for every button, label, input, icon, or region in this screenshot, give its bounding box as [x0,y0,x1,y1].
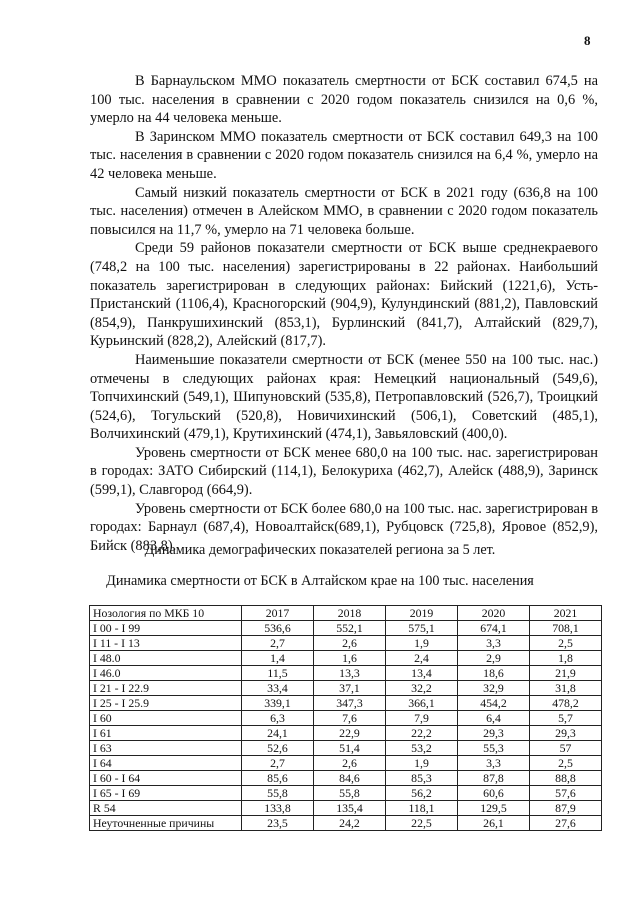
table-row [90,786,602,801]
value-cell: 21,9 [530,666,602,681]
value-cell: 55,8 [242,786,314,801]
value-cell: 84,6 [314,771,386,786]
value-cell: 1,8 [530,651,602,666]
value-cell: 27,6 [530,816,602,831]
section-heading: Динамика демографических показателей региона за 5 лет. [144,542,496,558]
value-cell: 53,2 [386,741,458,756]
value-cell: 1,6 [314,651,386,666]
value-cell: 3,3 [458,756,530,771]
value-cell: 7,9 [386,711,458,726]
value-cell: 32,9 [458,681,530,696]
value-cell: 60,6 [458,786,530,801]
nosology-cell: I 21 - I 22.9 [90,681,242,696]
table-caption: Динамика смертности от БСК в Алтайском крае на 100 тыс. населения [106,573,534,589]
nosology-cell: R 54 [90,801,242,816]
value-cell: 18,6 [458,666,530,681]
table-row [90,771,602,786]
value-cell: 129,5 [458,801,530,816]
value-cell: 23,5 [242,816,314,831]
value-cell: 87,9 [530,801,602,816]
value-cell: 347,3 [314,696,386,711]
table-row [90,636,602,651]
table-header-row [90,606,602,621]
table-row [90,816,602,831]
paragraph-lowest-districts: Наименьшие показатели смертности от БСК (менее 550 на 100 тыс. нас.) отмечены в следующих районах края: Немецкий национальный (549,6), Топчихинский (549,1), Шипуновский (535,8), Петропавловский (526,7), Троицкий (524,6), Тогульский (520,8), Новичихинский (506,1), Советский (485,1), Волчихинский (479,1), Крутихинский (474,1), Завьяловский (400,0). [90,351,598,443]
value-cell: 2,4 [386,651,458,666]
table-row [90,696,602,711]
value-cell: 674,1 [458,621,530,636]
paragraph-aleysk-mmo: Самый низкий показатель смертности от БСК в 2021 году (636,8 на 100 тыс. населения) отмечен в Алейском ММО, в сравнении с 2020 годом показатель повысился на 11,7 %, умерло на 71 человека больше. [90,184,598,238]
table-row [90,726,602,741]
value-cell: 1,9 [386,756,458,771]
table-row [90,666,602,681]
value-cell: 24,2 [314,816,386,831]
nosology-cell: I 60 - I 64 [90,771,242,786]
mortality-table [89,605,602,831]
value-cell: 366,1 [386,696,458,711]
nosology-cell: Неуточненные причины [90,816,242,831]
value-cell: 55,8 [314,786,386,801]
value-cell: 37,1 [314,681,386,696]
value-cell: 51,4 [314,741,386,756]
value-cell: 85,6 [242,771,314,786]
header-cell: 2018 [314,606,386,621]
value-cell: 56,2 [386,786,458,801]
value-cell: 454,2 [458,696,530,711]
value-cell: 33,4 [242,681,314,696]
value-cell: 26,1 [458,816,530,831]
value-cell: 133,8 [242,801,314,816]
paragraph-cities-above: Уровень смертности от БСК более 680,0 на 100 тыс. нас. зарегистрирован в городах: Барнаул (687,4), Новоалтайск(689,1), Рубцовск (725,8), Яровое (852,9), Бийск (883,8). [90,500,598,554]
value-cell: 7,6 [314,711,386,726]
body-text [90,72,598,555]
nosology-cell: I 63 [90,741,242,756]
table-body [90,621,602,831]
value-cell: 1,9 [386,636,458,651]
nosology-cell: I 00 - I 99 [90,621,242,636]
value-cell: 2,9 [458,651,530,666]
value-cell: 31,8 [530,681,602,696]
header-cell: 2019 [386,606,458,621]
table-row [90,621,602,636]
header-cell: 2021 [530,606,602,621]
value-cell: 552,1 [314,621,386,636]
nosology-cell: I 46.0 [90,666,242,681]
value-cell: 29,3 [530,726,602,741]
value-cell: 22,5 [386,816,458,831]
nosology-cell: I 25 - I 25.9 [90,696,242,711]
value-cell: 88,8 [530,771,602,786]
nosology-cell: I 65 - I 69 [90,786,242,801]
value-cell: 52,6 [242,741,314,756]
value-cell: 2,6 [314,636,386,651]
header-cell: Нозология по МКБ 10 [90,606,242,621]
value-cell: 22,9 [314,726,386,741]
value-cell: 11,5 [242,666,314,681]
paragraph-highest-districts: Среди 59 районов показатели смертности от БСК выше среднекраевого (748,2 на 100 тыс. населения) зарегистрированы в 22 районах. Наибольший показатель зарегистрирован в следующих районах: Бийский (1221,6), Усть-Пристанский (1106,4), Красногорский (904,9), Кулундинский (881,2), Павловский (854,9), Панкрушихинский (853,1), Бурлинский (841,7), Алтайский (829,7), Курьинский (828,2), Алейский (817,7). [90,240,598,350]
value-cell: 2,6 [314,756,386,771]
value-cell: 13,4 [386,666,458,681]
nosology-cell: I 11 - I 13 [90,636,242,651]
value-cell: 29,3 [458,726,530,741]
value-cell: 57 [530,741,602,756]
value-cell: 32,2 [386,681,458,696]
value-cell: 57,6 [530,786,602,801]
value-cell: 87,8 [458,771,530,786]
value-cell: 708,1 [530,621,602,636]
nosology-cell: I 61 [90,726,242,741]
value-cell: 6,4 [458,711,530,726]
value-cell: 135,4 [314,801,386,816]
nosology-cell: I 60 [90,711,242,726]
value-cell: 13,3 [314,666,386,681]
value-cell: 5,7 [530,711,602,726]
value-cell: 339,1 [242,696,314,711]
paragraph-cities-below: Уровень смертности от БСК менее 680,0 на 100 тыс. нас. зарегистрирован в городах: ЗАТО Сибирский (114,1), Белокуриха (462,7), Алейск (488,9), Заринск (599,1), Славгород (664,9). [90,444,598,499]
value-cell: 24,1 [242,726,314,741]
page-number: 8 [584,33,591,48]
value-cell: 1,4 [242,651,314,666]
table-row [90,711,602,726]
value-cell: 85,3 [386,771,458,786]
paragraph-zarinsk-mmo: В Заринском ММО показатель смертности от БСК составил 649,3 на 100 тыс. населения в сравнении с 2020 годом показатель снизился на 6,4 %, умерло на 42 человека меньше. [90,128,598,182]
value-cell: 118,1 [386,801,458,816]
paragraph-barnaul-mmo: В Барнаульском ММО показатель смертности от БСК составил 674,5 на 100 тыс. населения в сравнении с 2020 годом показатель снизился на 0,6 %, умерло на 44 человека меньше. [90,73,598,127]
table-row [90,681,602,696]
value-cell: 22,2 [386,726,458,741]
value-cell: 2,7 [242,636,314,651]
header-cell: 2020 [458,606,530,621]
nosology-cell: I 64 [90,756,242,771]
value-cell: 2,5 [530,756,602,771]
value-cell: 6,3 [242,711,314,726]
table-row [90,801,602,816]
value-cell: 2,7 [242,756,314,771]
nosology-cell: I 48.0 [90,651,242,666]
value-cell: 55,3 [458,741,530,756]
table-row [90,756,602,771]
value-cell: 536,6 [242,621,314,636]
table-row [90,651,602,666]
table-row [90,741,602,756]
header-cell: 2017 [242,606,314,621]
value-cell: 575,1 [386,621,458,636]
value-cell: 478,2 [530,696,602,711]
value-cell: 2,5 [530,636,602,651]
value-cell: 3,3 [458,636,530,651]
